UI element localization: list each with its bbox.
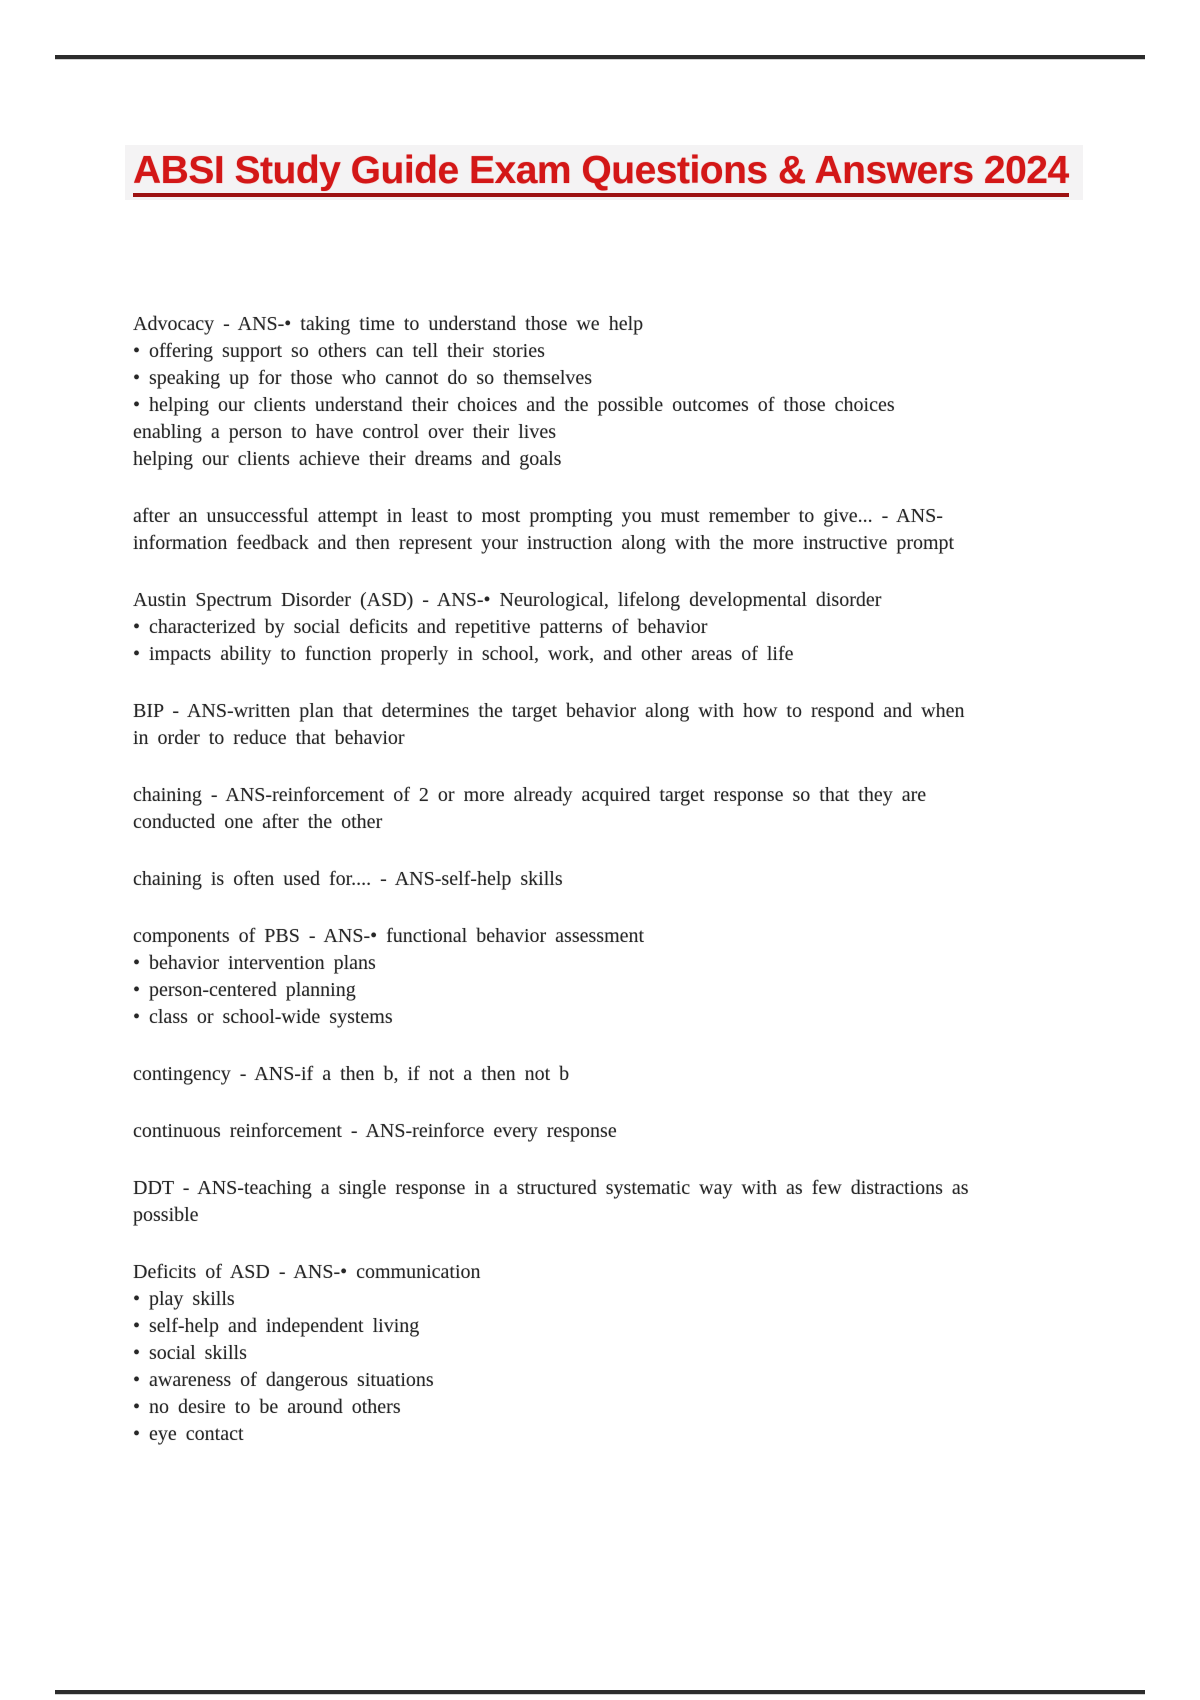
qa-line: conducted one after the other [133,811,383,833]
qa-block [133,923,1083,1031]
qa-block [133,1118,1083,1145]
qa-line: • person-centered planning [133,979,356,1001]
qa-line: contingency - ANS-if a then b, if not a then not b [133,1063,570,1085]
qa-line: • behavior intervention plans [133,952,376,974]
top-border-rule [55,55,1145,59]
bottom-border-rule [55,1690,1145,1694]
qa-block [133,866,1083,893]
page-title: ABSI Study Guide Exam Questions & Answers 2024 [133,149,1069,197]
qa-line: Advocacy - ANS-• taking time to understand those we help [133,313,644,335]
qa-line: • speaking up for those who cannot do so themselves [133,367,593,389]
qa-line: • awareness of dangerous situations [133,1369,434,1391]
qa-line: • eye contact [133,1423,244,1445]
qa-block [133,782,1083,836]
qa-line: chaining is often used for.... - ANS-self-help skills [133,868,563,890]
qa-block [133,1175,1083,1229]
qa-block [133,1061,1083,1088]
qa-line: • play skills [133,1288,235,1310]
qa-line: information feedback and then represent your instruction along with the more instructive prompt [133,532,955,554]
qa-line: • offering support so others can tell their stories [133,340,545,362]
qa-block [133,1259,1083,1448]
qa-list [133,311,1083,1478]
qa-line: • social skills [133,1342,247,1364]
qa-line: • impacts ability to function properly in school, work, and other areas of life [133,643,794,665]
qa-line: possible [133,1204,199,1226]
qa-line: Deficits of ASD - ANS-• communication [133,1261,481,1283]
qa-block [133,503,1083,557]
qa-line: • class or school-wide systems [133,1006,393,1028]
qa-line: helping our clients achieve their dreams and goals [133,448,562,470]
qa-line: Austin Spectrum Disorder (ASD) - ANS-• Neurological, lifelong developmental disorder [133,589,882,611]
qa-line: • self-help and independent living [133,1315,420,1337]
qa-line: • no desire to be around others [133,1396,401,1418]
qa-block [133,311,1083,473]
qa-line: enabling a person to have control over their lives [133,421,556,443]
qa-line: DDT - ANS-teaching a single response in a structured systematic way with as few distractions as [133,1177,969,1199]
qa-line: chaining - ANS-reinforcement of 2 or more already acquired target response so that they are [133,784,927,806]
title-banner [125,145,1083,200]
qa-line: after an unsuccessful attempt in least to most prompting you must remember to give... - ANS- [133,505,943,527]
qa-line: continuous reinforcement - ANS-reinforce every response [133,1120,617,1142]
qa-line: BIP - ANS-written plan that determines the target behavior along with how to respond and when [133,700,965,722]
qa-block [133,698,1083,752]
qa-line: in order to reduce that behavior [133,727,405,749]
qa-line: components of PBS - ANS-• functional behavior assessment [133,925,645,947]
qa-line: • characterized by social deficits and repetitive patterns of behavior [133,616,708,638]
qa-line: • helping our clients understand their choices and the possible outcomes of those choices [133,394,895,416]
qa-block [133,587,1083,668]
